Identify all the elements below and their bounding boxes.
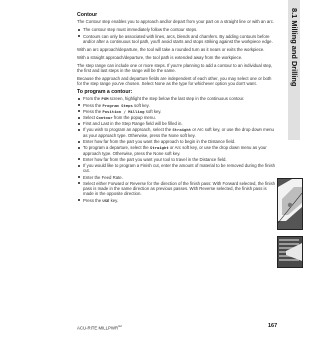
bullet-item: Contours can only be associated with lines, arcs, blends and chamfers. By adding contours before and/or after a continuous tool path, you'll avoid starts and stops striking against the workpiece edge. [77,34,277,45]
softkey-name: Straight [149,145,169,151]
note-bullets [77,27,277,44]
footer-product: ACU-RITE $MILLPWR^{G2}$ [77,324,122,331]
step-item: Enter how far from the part you want the approach to begin in the Distance field. [77,139,277,144]
step-item: If you would like to program a Finish cut, enter the amount of material to be removed during the finish cut. [77,163,277,174]
bullet-item: The contour step must immediately follow the contour steps. [77,27,277,32]
page-number: 167 [268,323,278,329]
main-text-column [77,12,277,204]
contour-diagram-graphic [278,179,302,229]
chapter-tab-label: 8.1 Milling and Drilling [290,8,299,87]
paragraph-straight: With a straight approach/departure, the tool path is extended away from the workpiece. [77,54,243,60]
softkey-name: Program Steps [102,102,133,108]
intro-paragraph: The Contour step enables you to approach and/or depart from your part on a straight line or with an arc. [77,19,275,25]
step-item: Press the Position / Milling soft key. [77,109,277,114]
paragraph-range: The step range can include one or more steps. If you're planning to add a contour to an individual step, the first and last steps in the range will be the same. [77,62,273,73]
paragraph-arc: With an arc approach/departure, the tool will take a rounded turn as it nears or exits the workpiece. [77,46,265,52]
softkey-name: USE [102,197,110,203]
step-item: Enter how far from the part you want your tool to travel in the Distance field. [77,157,277,162]
program-screen-graphic [278,237,302,267]
paragraph-independent: Because the approach and departure fields are independent of each other, you may select one or both for the step range you've chosen. Select None as the type for whichever option you don't want. [77,75,272,87]
step-item: Select Contour from the popup menu. [77,115,277,120]
softkey-name: PGM [101,96,109,102]
softkey-name: Straight [172,127,192,133]
step-item: From the PGM screen, highlight the step below the last step in the continuous contour. [77,96,277,101]
contour-diagram-figure [277,178,303,230]
step-item: Enter the Feed Rate. [77,175,277,180]
program-screen-figure [277,236,303,268]
step-item: Press the Program Steps soft key. [77,103,277,108]
step-item: To program a departure, select the Straight or Arc soft key, or use the drop down menu as your approach type. Otherwise, press the None soft key. [77,145,277,156]
softkey-name: Position / Milling [102,108,145,114]
procedure-steps [77,96,277,203]
procedure-heading: To program a contour: [77,88,133,95]
step-item: Select either Forward or Reverse for the direction of the finish pass: With Forward selected, the finish pass is made in the same direction as previous passes. With Reverse selected, the finish pass is made in the opposite direction. [77,181,277,197]
step-item: Press the USE key. [77,198,277,203]
softkey-name: Contour [96,115,113,121]
section-heading: Contour [77,12,98,18]
step-item: First and Last in the Step Range field will be filled in. [77,121,277,126]
step-item: If you wish to program an approach, select the Straight or Arc soft key, or use the drop down menu as your approach type. Otherwise, press the None soft key. [77,127,277,138]
